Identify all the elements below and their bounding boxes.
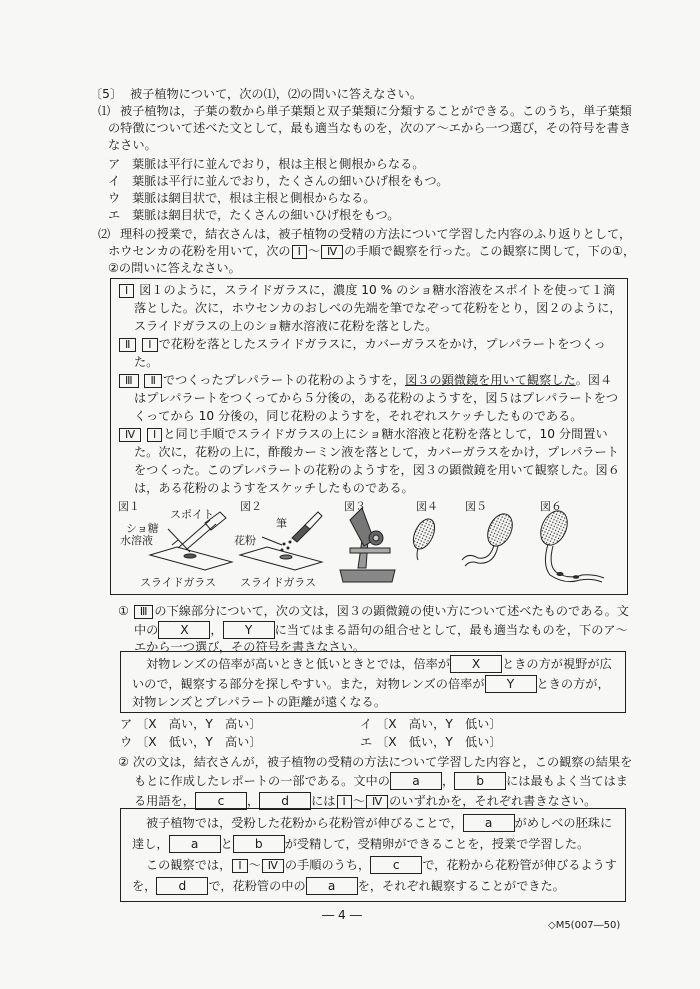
sub2-box-text: この観察では， Ⅰ ～ Ⅳ の手順のうち， c で，花粉から花粉管が伸びるようす — [146, 858, 617, 872]
step-IV-text: をつくった。このプレパラートの花粉のようすを，図３の顕微鏡を用いて観察した。図６ — [134, 463, 620, 477]
option-mark: ア — [108, 157, 121, 171]
step-IV-text: た。次に，花粉の上に，酢酸カーミン液を落として，カバーガラスをかけ，プレパラート — [134, 445, 619, 459]
option-text: 葉脈は網目状で，根は主根と側根からなる。 — [132, 191, 376, 205]
blank-b: b — [233, 835, 285, 853]
page-number: ― 4 ― — [322, 908, 362, 922]
choice: イ 〔X 高い，Y 低い〕 — [360, 717, 502, 731]
subq2-text: 理科の授業で，結衣さんは，被子植物の受精の方法について学習した内容のふり返りとして， — [120, 227, 632, 241]
sub1: ① Ⅲ の下線部分について，次の文は，図３の顕微鏡の使い方について述べたものである。文 — [118, 604, 629, 618]
pollen-label: 花粉 — [234, 534, 256, 547]
pollen-tube-icon — [462, 510, 517, 566]
option-text: 葉脈は平行に並んでおり，根は主根と側根からなる。 — [132, 157, 425, 171]
question-intro: 被子植物について，次の⑴，⑵の問いに答えなさい。 — [130, 87, 423, 101]
slide-label: スライドガラス — [240, 576, 317, 589]
choice: ア 〔X 高い，Y 高い〕 — [120, 717, 262, 731]
sub1-text: エから一つ選び，その符号を書きなさい。 — [134, 640, 366, 654]
sub2-box-text: を， d で，花粉管の中の a を，それぞれ観察することができた。 — [132, 879, 565, 893]
subq2-text: ホウセンカの花粉を用いて，次の Ⅰ ～ Ⅳ の手順で観察を行った。この観察に関して，下の①， — [108, 244, 636, 258]
sub1-box-text: いので，観察する部分を探しやすい。また，対物レンズの倍率が Y ときの方が， — [132, 677, 610, 691]
step-II-text: た。 — [134, 355, 159, 369]
fig3-label: 図３ — [344, 500, 366, 513]
step-I-text: 落とした。次に，ホウセンカのおしべの先端を筆でなぞって花粉をとり，図２のように， — [134, 301, 622, 315]
slide-label: スライドガラス — [140, 576, 217, 589]
exam-code: ◇M5(007―50) — [548, 920, 621, 931]
dropper-icon — [150, 512, 232, 570]
sugar-label: ショ糖 — [126, 522, 159, 535]
step-I: Ⅰ 図１のように，スライドガラスに，濃度 10 % のショ糖水溶液をスポイトを使って１滴 — [118, 282, 615, 298]
brush-icon — [240, 512, 322, 570]
fig6-label: 図６ — [540, 500, 562, 513]
blank-a: a — [169, 835, 221, 853]
underlined-part: 図３の顕微鏡を用いて観察した — [405, 373, 576, 387]
option-mark: ウ — [108, 191, 121, 205]
step-III-text: はプレパラートをつくってから５分後の，ある花粉のようすを，図５はプレパラートをつ — [134, 391, 619, 405]
step-III: Ⅲ Ⅱ でつくったプレパラートの花粉のようすを，図３の顕微鏡を用いて観察した。図４ — [118, 372, 612, 388]
subq1-text: なさい。 — [108, 138, 157, 152]
choice: ウ 〔X 低い，Y 高い〕 — [120, 735, 262, 749]
sub1-box-text: 対物レンズとプレパラートの距離が遠くなる。 — [132, 695, 386, 709]
fig5-label: 図５ — [465, 500, 487, 513]
subq1-text: の特徴について述べた文として，最も適当なものを，次のア～エから一つ選び，その符号を書き — [108, 121, 632, 135]
subq2-label: ⑵ — [98, 227, 111, 241]
fig4-label: 図４ — [416, 500, 438, 513]
subq1-label: ⑴ — [98, 104, 111, 118]
blank-Y: Y — [223, 621, 275, 639]
fig1-label: 図１ — [118, 500, 140, 513]
blank-d: d — [259, 792, 311, 810]
stained-pollen-icon — [536, 507, 604, 582]
blank-d: d — [156, 877, 208, 895]
blank-Y: Y — [485, 675, 537, 693]
blank-c: c — [195, 792, 247, 810]
pollen-grain-icon — [409, 516, 439, 560]
subq1-text: 被子植物は，子葉の数から単子葉類と双子葉類に分類することができる。このうち，単子葉類 — [120, 104, 632, 118]
blank-b: b — [454, 772, 506, 790]
microscope-icon — [340, 508, 395, 582]
blank-X: X — [450, 655, 502, 673]
sub2-box-text: 達し， a と b が受精して，受精卵ができることを，授業で学習した。 — [132, 837, 590, 851]
blank-a: a — [306, 877, 358, 895]
blank-X: X — [158, 621, 210, 639]
step-I-text: スライドガラスの上のショ糖水溶液に花粉を落とした。 — [134, 319, 438, 333]
choice: エ 〔X 低い，Y 低い〕 — [360, 735, 502, 749]
sub1-box-text: 対物レンズの倍率が高いときと低いときとでは，倍率が X ときの方が視野が広 — [146, 657, 612, 671]
fig2-label: 図２ — [240, 500, 262, 513]
sub2: ② 次の文は，結衣さんが，被子植物の受精の方法について学習した内容と，この観察の結果を — [118, 755, 633, 769]
option-text: 葉脈は平行に並んでおり，たくさんの細いひげ根をもつ。 — [132, 174, 449, 188]
blank-c: c — [370, 856, 422, 874]
step-IV-text: は，ある花粉のようすをスケッチしたものである。 — [134, 481, 414, 495]
blank-a: a — [463, 814, 515, 832]
step-IV: Ⅳ Ⅰ と同じ手順でスライドガラスの上にショ糖水溶液と花粉を落として，10 分間置い — [118, 426, 608, 442]
step-III-text: くってから 10 分後の，同じ花粉のようすを，それぞれスケッチしたものである。 — [134, 409, 583, 423]
sub1-text: 中の X ， Y に当てはまる語句の組合せとして，最も適当なものを，下のア～ — [134, 623, 628, 637]
option-text: 葉脈は網目状で，たくさんの細いひげ根をもつ。 — [132, 208, 400, 222]
blank-a: a — [390, 772, 442, 790]
question-number: 〔5〕 — [90, 87, 123, 101]
subq2-text: ②の問いに答えなさい。 — [108, 261, 241, 275]
dropper-label: スポイト — [170, 508, 214, 521]
brush-label: 筆 — [276, 517, 287, 530]
sub2-text: もとに作成したレポートの一部である。文中の a ， b には最もよく当てはま — [134, 774, 628, 788]
option-mark: イ — [108, 174, 121, 188]
sub2-text: る用語を， c ， d には Ⅰ ～ Ⅳ のいずれかを，それぞれ書きなさい。 — [134, 794, 597, 808]
option-mark: エ — [108, 208, 121, 222]
step-II: Ⅱ Ⅰ で花粉を落としたスライドガラスに，カバーガラスをかけ，プレパラートをつくっ — [118, 336, 606, 352]
sub2-box-text: 被子植物では，受粉した花粉から花粉管が伸びることで， a がめしべの胚珠に — [146, 816, 613, 830]
sugar-label: 水溶液 — [120, 534, 153, 547]
